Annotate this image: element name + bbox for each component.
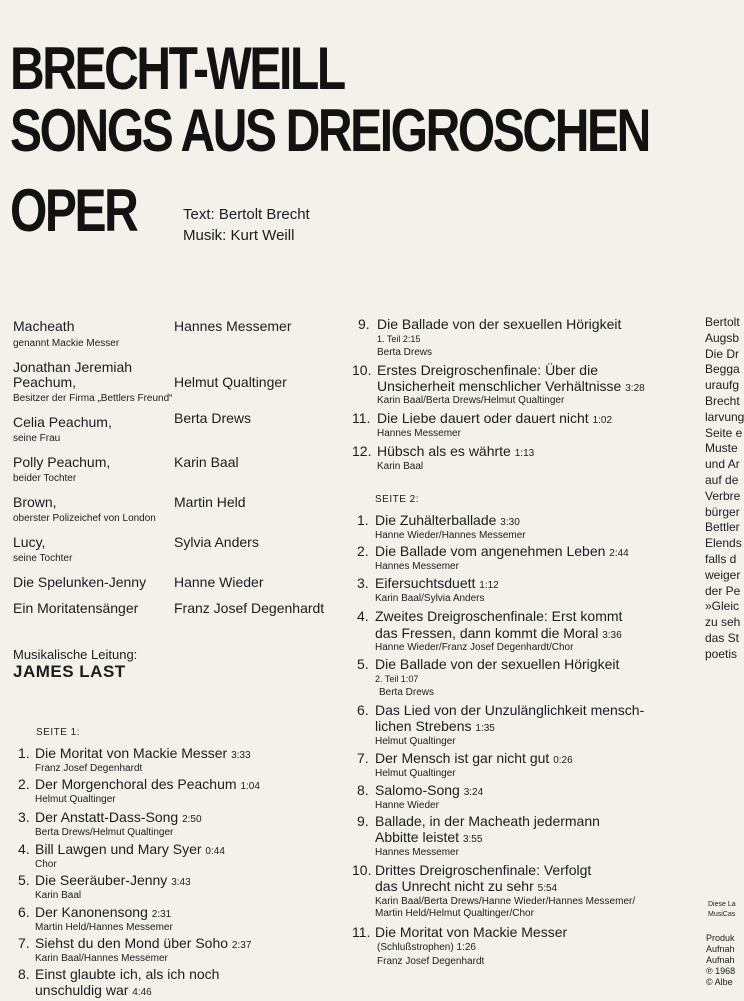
track-title-continued: Unsicherheit menschlicher Verhältnisse (377, 378, 622, 394)
track-performers: Berta Drews (377, 347, 433, 358)
cast-role-description: genannt Mackie Messer (13, 338, 120, 349)
cast-role: Jonathan Jeremiah (13, 359, 133, 375)
track-performers: Berta Drews/Helmut Qualtinger (35, 827, 174, 838)
cast-role-description: Besitzer der Firma „Bettlers Freund“ (13, 393, 173, 404)
track-title: Die Moritat von Mackie Messer (375, 924, 568, 940)
track-performers: Karin Baal/Sylvia Anders (375, 593, 485, 604)
track-performers: Hanne Wieder (375, 800, 439, 811)
track-performers: Martin Held/Hannes Messemer (35, 922, 173, 933)
track-duration: 1:35 (475, 723, 495, 734)
track-performers: Karin Baal (35, 890, 82, 901)
musical-director-name: JAMES LAST (13, 662, 126, 681)
cast-actor: Franz Josef Degenhardt (174, 600, 325, 616)
track-duration: 2:44 (609, 548, 629, 559)
track-performers: Karin Baal/Hannes Messemer (35, 953, 168, 964)
track-performers: Karin Baal/Berta Drews/Hanne Wieder/Hannes Messemer/ (375, 896, 636, 907)
liner-notes-line: weiger (705, 567, 741, 582)
album-title-line-1: BRECHT-WEILL (10, 35, 344, 102)
track-title: Die Ballade von der sexuellen Hörigkeit (375, 656, 620, 672)
track-performers: Hannes Messemer (375, 561, 459, 572)
track-duration: 1:02 (592, 415, 613, 426)
production-line: ℗ 1968 (706, 966, 736, 976)
track-performers: Berta Drews (379, 687, 435, 698)
side-2-label: SEITE 2: (375, 494, 420, 505)
track-duration: 1:12 (479, 580, 499, 591)
track-title: Der Anstatt-Dass-Song (35, 809, 179, 825)
track-title: Die Liebe dauert oder dauert nicht (377, 410, 589, 426)
track-title: Salomo-Song (375, 782, 460, 798)
track-title: Zweites Dreigroschenfinale: Erst kommt (375, 608, 623, 624)
track-duration: 4:46 (132, 987, 152, 998)
track-title: Das Lied von der Unzulänglichkeit mensch- (375, 702, 645, 718)
track-title: Ballade, in der Macheath jedermann (375, 813, 600, 829)
cast-role: Macheath (13, 318, 75, 334)
track-performers: Helmut Qualtinger (375, 736, 456, 747)
track-duration: 2:50 (182, 814, 202, 825)
liner-notes-line: uraufg (705, 378, 740, 393)
cast-role: Brown, (13, 494, 57, 510)
liner-notes-line: Augsb (705, 330, 740, 345)
liner-notes-line: bürger (705, 504, 740, 519)
track-performers: Karin Baal/Berta Drews/Helmut Qualtinger (377, 395, 565, 406)
track-duration: 2:31 (151, 909, 172, 920)
production-line: Aufnah (706, 955, 735, 965)
cast-actor: Berta Drews (174, 410, 252, 426)
track-duration: 3:28 (625, 383, 645, 394)
track-performers: Helmut Qualtinger (375, 768, 456, 779)
production-line: © Albe (706, 977, 733, 987)
track-title-continued: das Fressen, dann kommt die Moral (375, 625, 599, 641)
liner-notes-line: poetis (705, 646, 738, 661)
track-duration: 1:13 (514, 448, 535, 459)
fine-print-line: MusiCas (708, 911, 736, 918)
liner-notes-line: Elends (705, 536, 742, 551)
track-performers: Helmut Qualtinger (35, 794, 116, 805)
liner-notes-line: das St (705, 630, 740, 645)
track-title: Bill Lawgen und Mary Syer (35, 841, 202, 857)
cast-role-continued: Peachum, (13, 374, 77, 390)
music-credit: Musik: Kurt Weill (183, 227, 295, 244)
track-duration: 3:24 (463, 787, 484, 798)
track-duration: 5:54 (537, 883, 558, 894)
track-title: Der Mensch ist gar nicht gut (375, 750, 550, 766)
track-performers: Karin Baal (377, 461, 424, 472)
track-part: 1. Teil 2:15 (377, 334, 421, 344)
track-title: Siehst du den Mond über Soho (35, 935, 229, 951)
cast-actor: Martin Held (174, 494, 246, 510)
track-title: Einst glaubte ich, als ich noch (35, 966, 220, 982)
credits (183, 204, 310, 246)
track-duration: 3:55 (462, 834, 483, 845)
track-title-continued: lichen Strebens (375, 718, 472, 734)
track-title: Eifersuchtsduett (375, 575, 476, 591)
cast-actor: Karin Baal (174, 454, 239, 470)
text-credit: Text: Bertolt Brecht (183, 206, 310, 223)
track-title: Erstes Dreigroschenfinale: Über die (377, 362, 598, 378)
track-title: Der Morgenchoral des Peachum (35, 776, 237, 792)
track-title-continued: das Unrecht nicht zu sehr (375, 878, 534, 894)
track-duration: 3:30 (500, 517, 520, 528)
track-performers: Franz Josef Degenhardt (35, 763, 143, 774)
album-title-line-3: OPER (10, 177, 137, 244)
fine-print-notice (708, 900, 736, 920)
track-performers-continued: Martin Held/Helmut Qualtinger/Chor (375, 908, 534, 919)
liner-notes-line: falls d (705, 551, 737, 566)
track-duration: 3:36 (602, 630, 622, 641)
cast-role: Ein Moritatensänger (13, 600, 139, 616)
cast-role: Celia Peachum, (13, 414, 112, 430)
liner-notes-line: der Pe (705, 583, 741, 598)
track-duration: 1:04 (240, 781, 260, 792)
track-performers: Hanne Wieder/Hannes Messemer (375, 530, 526, 541)
cast-actor: Hanne Wieder (174, 574, 264, 590)
cast-role-description: oberster Polizeichef von London (13, 513, 156, 524)
liner-notes-column (705, 315, 744, 663)
track-performers: Hanne Wieder/Franz Josef Degenhardt/Chor (375, 642, 574, 653)
cast-role-description: beider Tochter (13, 473, 77, 484)
track-performers: Hannes Messemer (377, 428, 461, 439)
liner-notes-line: »Gleic (705, 599, 740, 614)
track-title: Der Kanonensong (35, 904, 148, 920)
production-credits (706, 933, 735, 988)
cast-role: Lucy, (13, 534, 46, 550)
track-title-continued: unschuldig war (35, 982, 129, 998)
track-title: Die Zuhälterballade (375, 512, 497, 528)
liner-notes-line: Seite e (705, 425, 743, 440)
cast-role-description: seine Tochter (13, 553, 73, 564)
track-duration: 3:43 (171, 877, 191, 888)
track-performers: Hannes Messemer (375, 847, 459, 858)
production-line: Produk (706, 933, 735, 943)
liner-notes-line: und Ar (705, 457, 740, 472)
cast-actor: Helmut Qualtinger (174, 374, 287, 390)
track-title: Hübsch als es währte (377, 443, 511, 459)
cast-actor: Sylvia Anders (174, 534, 259, 550)
cast-actor: Hannes Messemer (174, 318, 292, 334)
liner-notes-line: Verbre (705, 488, 741, 503)
liner-notes-line: Bertolt (705, 315, 740, 329)
track-part: 2. Teil 1:07 (375, 674, 419, 684)
side-1-label: SEITE 1: (36, 727, 81, 738)
track-title-continued: Abbitte leistet (375, 829, 460, 845)
track-title: Die Moritat von Mackie Messer (35, 745, 228, 761)
track-title: Die Ballade von der sexuellen Hörigkeit (377, 316, 622, 332)
liner-notes-line: auf de (705, 472, 739, 487)
track-title: Drittes Dreigroschenfinale: Verfolgt (375, 862, 592, 878)
track-title: Die Seeräuber-Jenny (35, 872, 168, 888)
liner-notes-line: Muste (705, 441, 738, 456)
cast-role: Polly Peachum, (13, 454, 111, 470)
liner-notes-line: Brecht (705, 393, 740, 408)
cast-role-description: seine Frau (13, 433, 61, 444)
album-title-line-2: SONGS AUS DREIGROSCHEN (10, 97, 649, 164)
track-performers: Chor (35, 859, 57, 870)
liner-notes-line: zu seh (705, 615, 741, 630)
liner-notes-line: Bettler (705, 520, 740, 535)
track-performers: Franz Josef Degenhardt (377, 956, 485, 967)
track-title: Die Ballade vom angenehmen Leben (375, 543, 606, 559)
cast-role: Die Spelunken-Jenny (13, 574, 147, 590)
musical-direction-label: Musikalische Leitung: (13, 647, 138, 662)
track-note: (Schlußstrophen) 1:26 (377, 942, 476, 953)
liner-notes-line: larvung (705, 409, 744, 424)
fine-print-line: Diese La (708, 901, 736, 908)
liner-notes-line: Die Dr (705, 346, 740, 361)
track-duration: 0:44 (205, 846, 225, 857)
production-line: Aufnah (706, 944, 735, 954)
track-duration: 2:37 (231, 940, 252, 951)
track-duration: 3:33 (231, 750, 251, 761)
liner-notes-line: Begga (705, 362, 740, 377)
track-duration: 0:26 (553, 755, 573, 766)
